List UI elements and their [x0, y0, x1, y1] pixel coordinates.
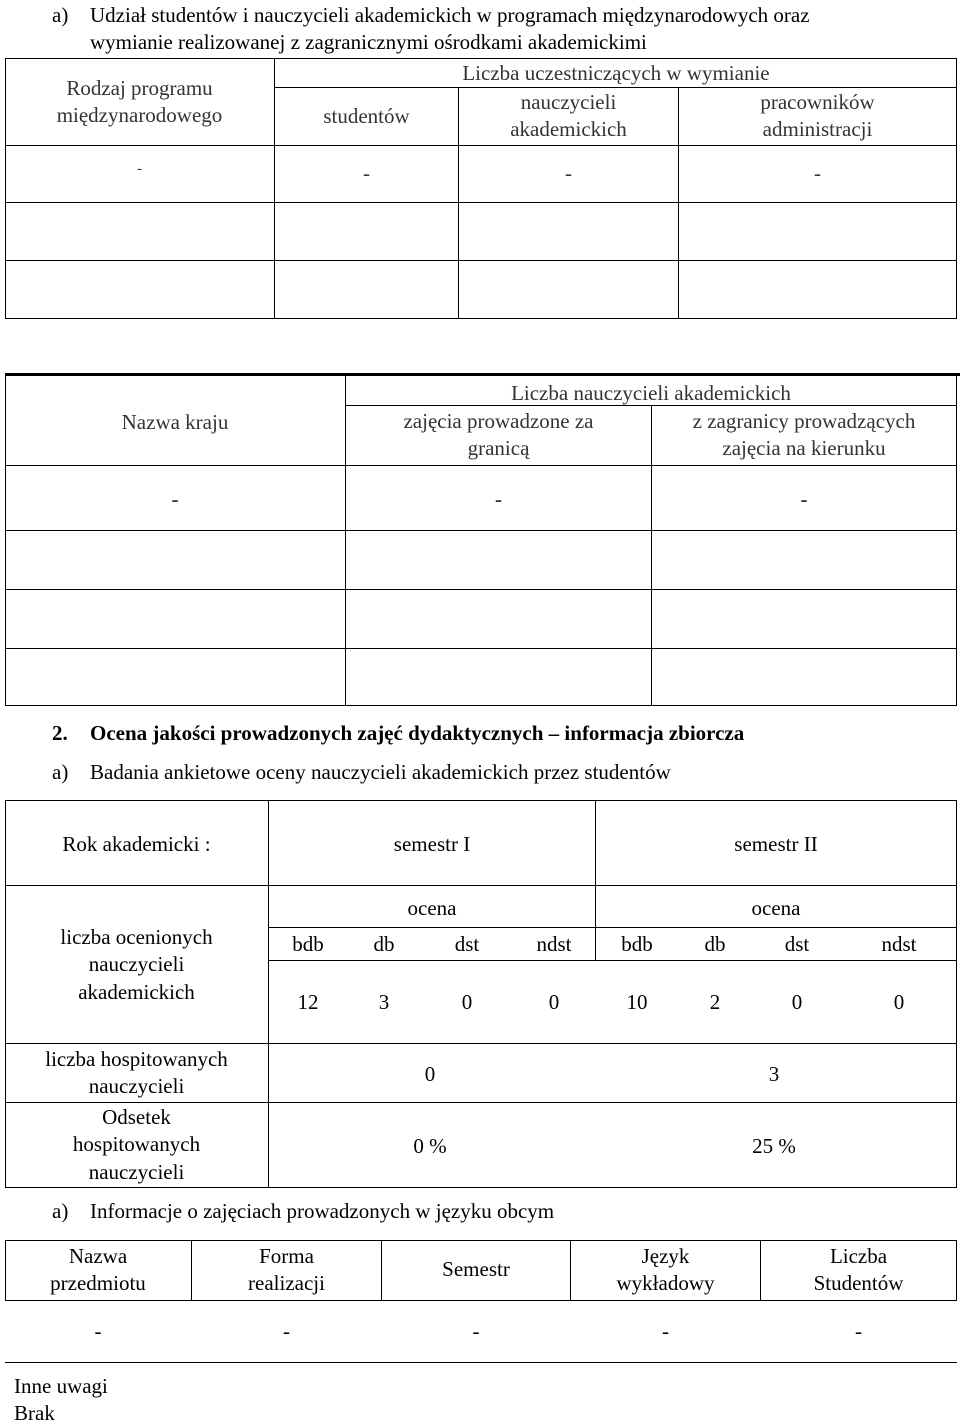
- table-cell: -: [171, 487, 179, 511]
- col-semester-header: Semestr: [442, 1257, 510, 1281]
- col-teachers-header: nauczycieli akademickich: [510, 90, 627, 142]
- heading-number: 2.: [52, 721, 68, 745]
- observed-sem2: 3: [768, 1062, 780, 1086]
- grade-value: 0: [548, 990, 560, 1014]
- observed-pct-label: Odsetek hospitowanych nauczycieli: [72, 1105, 201, 1184]
- grade-value: 0: [791, 990, 803, 1014]
- table-cell: -: [94, 1319, 102, 1343]
- heading-marker: a): [52, 3, 69, 27]
- col-foreign-header: z zagranicy prowadzących zajęcia na kierunku: [692, 409, 916, 461]
- teachers-group-header: Liczba nauczycieli akademickich: [511, 381, 791, 405]
- semester-2-header: semestr II: [734, 832, 818, 856]
- grade-value: 10: [626, 990, 648, 1014]
- col-form-header: Forma realizacji: [248, 1244, 325, 1296]
- col-students-count-header: Liczba Studentów: [813, 1244, 904, 1296]
- table-cell: -: [814, 161, 821, 185]
- foreign-heading: Informacje o zajęciach prowadzonych w języku obcym: [90, 1199, 555, 1223]
- sub-heading: Badania ankietowe oceny nauczycieli akademickich przez studentów: [90, 760, 671, 784]
- grade-header: bdb: [292, 932, 324, 956]
- grade-value: 3: [378, 990, 390, 1014]
- table-cell: -: [363, 161, 370, 185]
- observed-pct-sem1: 0 %: [413, 1134, 447, 1158]
- grade-header: dst: [454, 932, 480, 956]
- col-subject-header: Nazwa przedmiotu: [50, 1244, 146, 1296]
- ocena-sem1: ocena: [407, 896, 457, 920]
- col-language-header: Język wykładowy: [616, 1244, 715, 1296]
- sub-marker: a): [52, 760, 69, 784]
- rated-teachers-label: liczba ocenionych nauczycieli akademickich: [60, 925, 213, 1004]
- heading-line-2: wymianie realizowanej z zagranicznymi ośrodkami akademickimi: [90, 30, 647, 54]
- observed-pct-sem2: 25 %: [752, 1134, 796, 1158]
- col-abroad-header: zajęcia prowadzone za granicą: [403, 409, 594, 461]
- heading-title: Ocena jakości prowadzonych zajęć dydaktycznych – informacja zbiorcza: [90, 721, 745, 745]
- grade-header: ndst: [881, 932, 917, 956]
- table-cell: -: [662, 1319, 669, 1343]
- grade-value: 0: [893, 990, 905, 1014]
- table-cell: -: [137, 161, 142, 177]
- table-cell: -: [800, 487, 808, 511]
- participants-group-header: Liczba uczestniczących w wymianie: [462, 61, 770, 85]
- col-program-header: Rodzaj programu międzynarodowego: [56, 76, 223, 128]
- grade-header: ndst: [536, 932, 572, 956]
- observed-sem1: 0: [424, 1062, 436, 1086]
- none-text: Brak: [14, 1401, 55, 1425]
- col-country-header: Nazwa kraju: [121, 410, 229, 434]
- heading-line-1: Udział studentów i nauczycieli akademickich w programach międzynarodowych oraz: [90, 3, 810, 27]
- grade-value: 12: [297, 990, 319, 1014]
- grade-value: 0: [461, 990, 473, 1014]
- table-cell: -: [283, 1319, 290, 1343]
- grade-header: db: [704, 932, 726, 956]
- table-cell: -: [855, 1319, 862, 1343]
- table-cell: -: [565, 161, 572, 185]
- grade-header: dst: [784, 932, 810, 956]
- semester-1-header: semestr I: [393, 832, 471, 856]
- other-notes-label: Inne uwagi: [14, 1374, 108, 1398]
- ocena-sem2: ocena: [751, 896, 801, 920]
- grade-value: 2: [709, 990, 721, 1014]
- year-label: Rok akademicki :: [62, 832, 211, 856]
- table-cell: -: [495, 487, 502, 511]
- col-students-header: studentów: [323, 104, 410, 128]
- grade-header: bdb: [621, 932, 653, 956]
- grade-header: db: [373, 932, 395, 956]
- foreign-marker: a): [52, 1199, 69, 1223]
- observed-teachers-label: liczba hospitowanych nauczycieli: [45, 1047, 228, 1099]
- col-admin-header: pracowników administracji: [760, 90, 875, 142]
- table-cell: -: [472, 1319, 480, 1343]
